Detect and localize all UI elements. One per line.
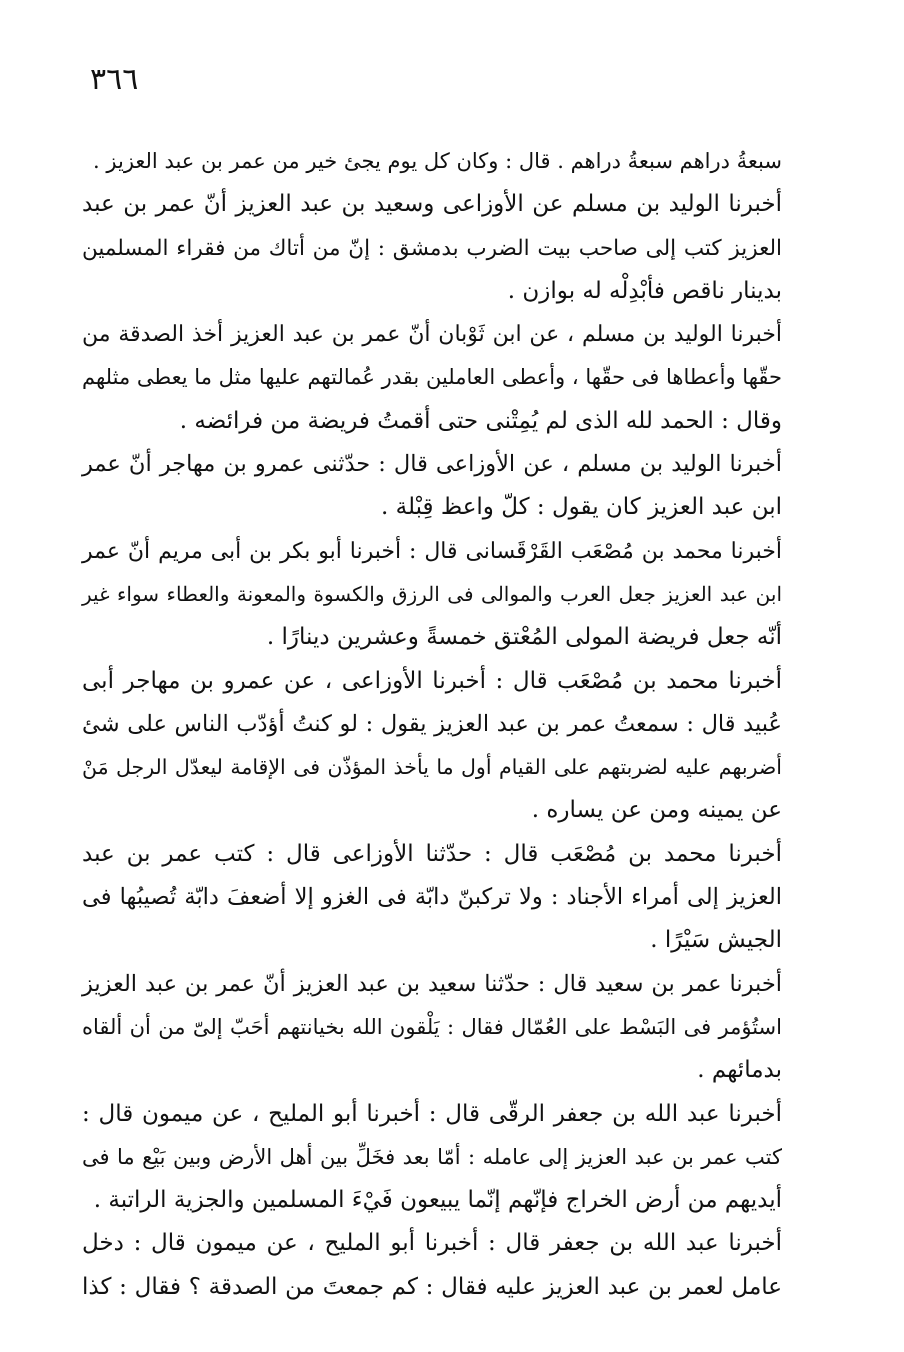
paragraph [82, 963, 782, 1093]
paragraph [82, 1093, 782, 1223]
paragraph [82, 530, 782, 660]
text-line: أخبرنا عمر بن سعيد قال : حدّثنا سعيد بن عبد العزيز أنّ عمر بن عبد العزيز [82, 970, 782, 997]
text-line: سبعةُ دراهم سبعةُ دراهم . قال : وكان كل يوم يجئ خير من عمر بن عبد العزيز . [93, 149, 782, 173]
text-body [82, 140, 782, 1309]
paragraph [82, 313, 782, 443]
paragraph [82, 443, 782, 530]
text-line: ابن عبد العزيز جعل العرب والموالى فى الرزق والكسوة والمعونة والعطاء سواء غير [82, 581, 782, 606]
text-line: حقّها وأعطاها فى حقّها ، وأعطى العاملين بقدر عُمالتهم عليها مثل ما يعطى مثلهم [82, 365, 782, 390]
text-line: أخبرنا الوليد بن مسلم ، عن الأوزاعى قال : حدّثنى عمرو بن مهاجر أنّ عمر [82, 451, 782, 478]
paragraph [82, 183, 782, 313]
text-line: أنّه جعل فريضة المولى المُعْتق خمسةً وعشرين دينارًا . [266, 624, 782, 651]
text-line: الجيش سَيْرًا . [650, 927, 782, 954]
text-line: استُؤمر فى البَسْط على العُمّال فقال : يَلْقون الله بخيانتهم أحَبّ إلىّ من أن ألقاه [82, 1014, 782, 1039]
text-line: العزيز كتب إلى صاحب بيت الضرب بدمشق : إنّ من أتاك من فقراء المسلمين [82, 235, 782, 261]
text-line: كتب عمر بن عبد العزيز إلى عامله : أمّا بعد فخَلِّ بين أهل الأرض وبين بَيْع ما فى [82, 1144, 782, 1169]
page-number: ٣٦٦ [90, 62, 139, 97]
text-line: بدينار ناقص فأبْدِلْه له بوازن . [507, 277, 782, 304]
text-line: ابن عبد العزيز كان يقول : كلّ واعظ قِبْلة . [381, 494, 782, 521]
text-line: وقال : الحمد لله الذى لم يُمِتْنى حتى أقمتُ فريضة من فرائضه . [179, 407, 782, 434]
text-line: أضربهم عليه لضربتهم على القيام أول ما يأخذ المؤذّن فى الإقامة ليعدّل الرجل مَنْ [82, 755, 782, 780]
paragraph [82, 833, 782, 963]
text-line: أخبرنا محمد بن مُصْعَب القَرْقَسانى قال : أخبرنا أبو بكر بن أبى مريم أنّ عمر [82, 538, 782, 564]
paragraph [82, 1222, 782, 1309]
text-line: أيديهم من أرض الخراج فإنّهم إنّما يبيعون فَيْءَ المسلمين والجزية الراتبة . [93, 1187, 782, 1214]
text-line: أخبرنا عبد الله بن جعفر الرقّى قال : أخبرنا أبو المليح ، عن ميمون قال : [82, 1100, 782, 1127]
text-line: أخبرنا الوليد بن مسلم ، عن ابن ثَوْبان أنّ عمر بن عبد العزيز أخذ الصدقة من [82, 322, 782, 348]
text-line: عن يمينه ومن عن يساره . [531, 797, 782, 824]
text-line: عُبيد قال : سمعتُ عمر بن عبد العزيز يقول : لو كنتُ أؤدّب الناس على شئ [82, 710, 782, 737]
paragraph [82, 660, 782, 833]
text-line: بدمائهم . [697, 1057, 782, 1084]
text-line: أخبرنا محمد بن مُصْعَب قال : حدّثنا الأوزاعى قال : كتب عمر بن عبد [82, 840, 782, 867]
text-line: العزيز إلى أمراء الأجناد : ولا تركبنّ دابّة فى الغزو إلا أضعفَ دابّة تُصيبُها فى [82, 884, 782, 911]
text-line: عامل لعمر بن عبد العزيز عليه فقال : كم جمعتَ من الصدقة ؟ فقال : كذا [82, 1273, 782, 1300]
text-line: أخبرنا عبد الله بن جعفر قال : أخبرنا أبو المليح ، عن ميمون قال : دخل [82, 1230, 782, 1257]
text-line: أخبرنا محمد بن مُصْعَب قال : أخبرنا الأوزاعى ، عن عمرو بن مهاجر أبى [82, 667, 782, 694]
paragraph [82, 140, 782, 183]
text-line: أخبرنا الوليد بن مسلم عن الأوزاعى وسعيد بن عبد العزيز أنّ عمر بن عبد [82, 191, 782, 218]
